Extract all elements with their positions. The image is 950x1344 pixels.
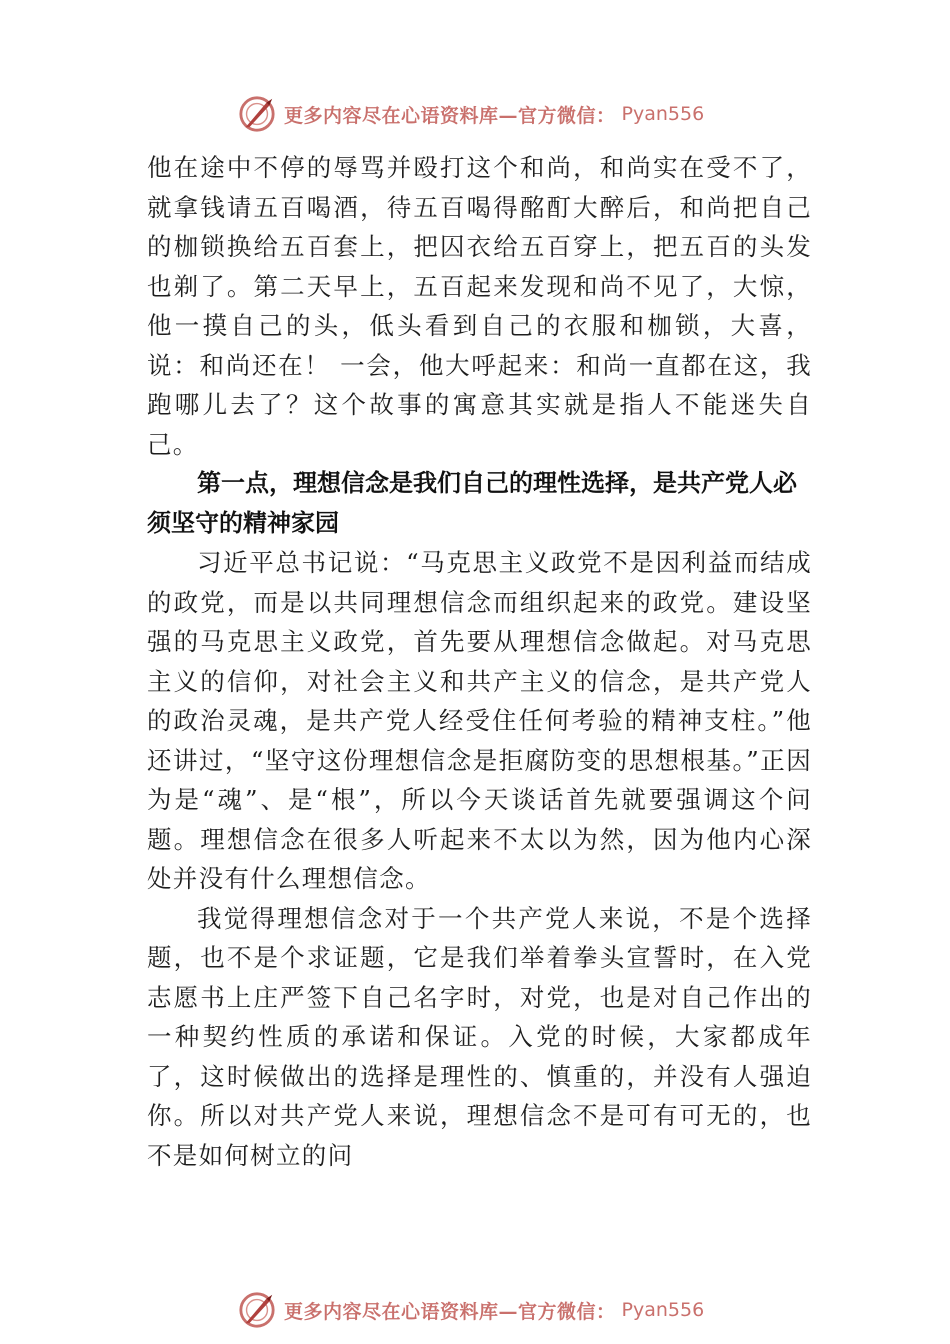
paragraph-commentary: 我觉得理想信念对于一个共产党人来说，不是个选择题，也不是个求证题，它是我们举着拳头宣誓时，在入党志愿书上庄严签下自己名字时，对党，也是对自己作出的一种契约性质的承诺和保证。入党的时候，大家都成年了，这时候做出的选择是理性的、慎重的，并没有人强迫你。所以对共产党人来说，理想信念不是可有可无的，也不是如何树立的问 bbox=[147, 903, 812, 1170]
header-banner-text: 更多内容尽在心语资料库—官方微信： bbox=[284, 104, 616, 127]
header-wechat-id: Pyan556 bbox=[621, 103, 705, 125]
paragraph-story: 他在途中不停的辱骂并殴打这个和尚，和尚实在受不了，就拿钱请五百喝酒，待五百喝得酩酊大醉后，和尚把自己的枷锁换给五百套上，把囚衣给五百穿上，把五百的头发也剃了。第二天早上，五百起来发现和尚不见了，大惊，他一摸自己的头，低头看到自己的衣服和枷锁，大喜，说：和尚还在！ 一会，他大呼起来：和尚一直都在这，我跑哪儿去了？这个故事的寓意其实就是指人不能迷失自己。 bbox=[147, 153, 812, 459]
quill-pen-logo-icon bbox=[238, 95, 276, 133]
document-body bbox=[147, 148, 812, 1175]
footer-banner-text: 更多内容尽在心语资料库—官方微信： bbox=[284, 1300, 616, 1323]
quill-pen-logo-icon bbox=[238, 1291, 276, 1329]
header-banner bbox=[238, 94, 704, 134]
section-heading: 第一点，理想信念是我们自己的理性选择，是共产党人必须坚守的精神家园 bbox=[147, 469, 797, 537]
footer-banner bbox=[238, 1290, 704, 1330]
footer-wechat-id: Pyan556 bbox=[621, 1299, 705, 1321]
paragraph-quote: 习近平总书记说：“马克思主义政党不是因利益而结成的政党，而是以共同理想信念而组织起来的政党。建设坚强的马克思主义政党，首先要从理想信念做起。对马克思主义的信仰，对社会主义和共产主义的信念，是共产党人的政治灵魂，是共产党人经受住任何考验的精神支柱。”他还讲过，“坚守这份理想信念是拒腐防变的思想根基。”正因为是“魂”、是“根”，所以今天谈话首先就要强调这个问题。理想信念在很多人听起来不太以为然，因为他内心深处并没有什么理想信念。 bbox=[147, 548, 812, 893]
